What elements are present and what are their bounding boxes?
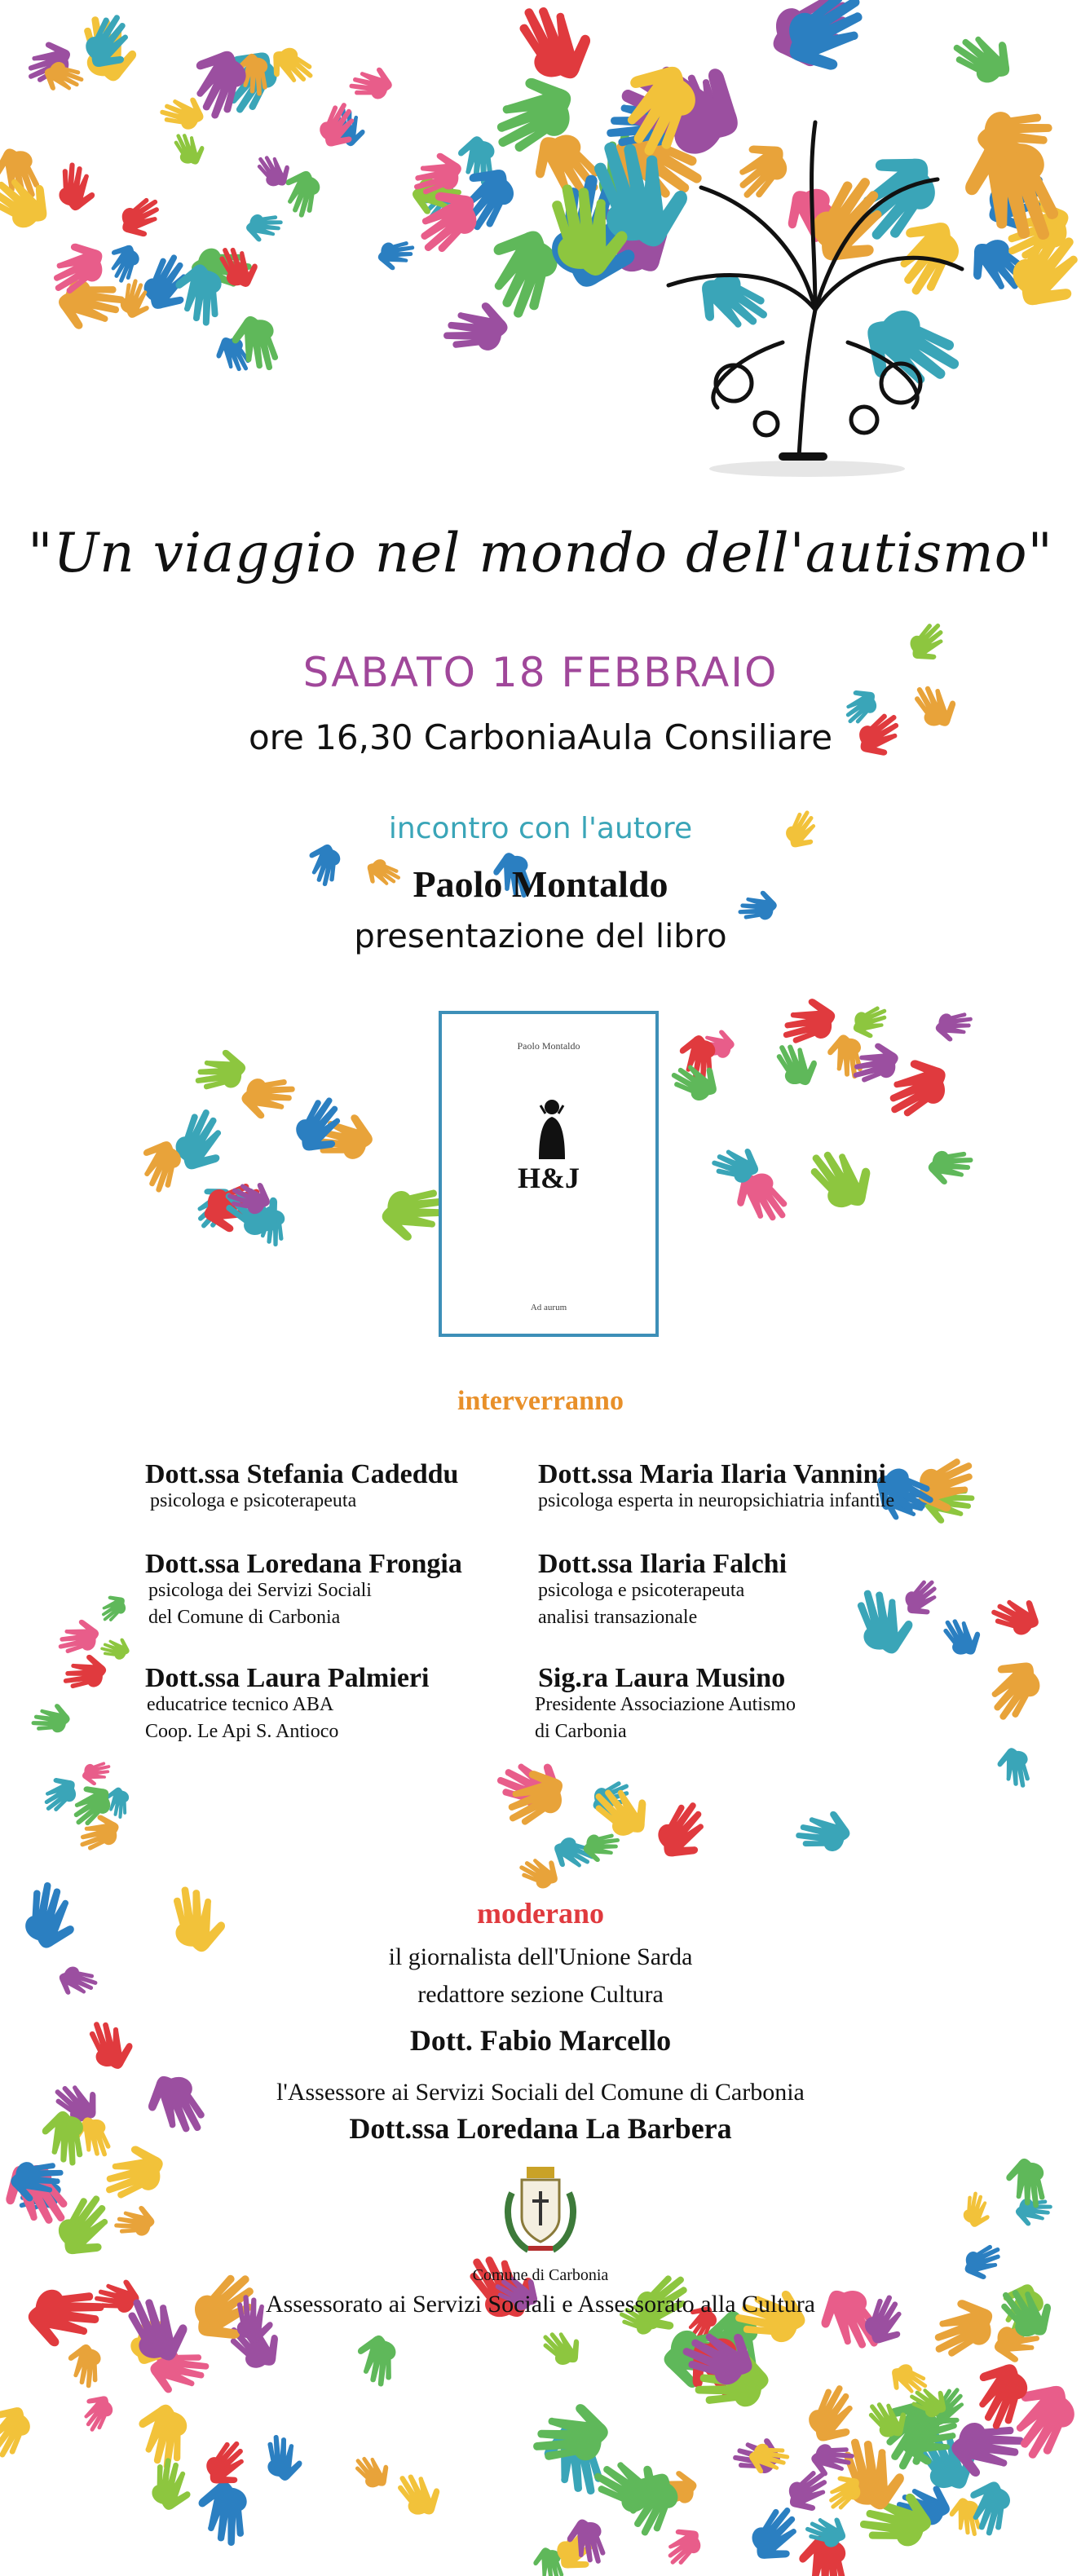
hand-icon xyxy=(722,132,796,207)
moderator-line: redattore sezione Cultura xyxy=(417,1981,664,2008)
speaker-name: Sig.ra Laura Musino xyxy=(538,1663,786,1693)
hand-icon xyxy=(581,1831,622,1864)
hand-icon xyxy=(135,2402,189,2471)
speaker-role: del Comune di Carbonia xyxy=(148,1607,341,1628)
speaker-card xyxy=(535,1663,796,1743)
hand-icon xyxy=(99,1634,131,1662)
speaker-card xyxy=(145,1459,458,1512)
hand-icon xyxy=(103,240,143,285)
book-cover-title: H&J xyxy=(518,1162,580,1194)
speaker-name: Dott.ssa Maria Ilaria Vannini xyxy=(538,1459,886,1489)
hand-icon xyxy=(850,298,970,408)
hand-icon xyxy=(175,264,222,326)
hand-icon xyxy=(975,1650,1048,1727)
hand-icon xyxy=(240,1076,297,1120)
speaker-role: educatrice tecnico ABA xyxy=(147,1694,334,1715)
speaker-role: psicologa esperta in neuropsichiatria infantile xyxy=(538,1490,895,1511)
speaker-role: di Carbonia xyxy=(535,1721,627,1742)
hand-icon xyxy=(537,2321,588,2371)
hand-icon xyxy=(350,2447,396,2494)
event-title: "Un viaggio nel mondo dell'autismo" xyxy=(28,522,1053,584)
speaker-name: Dott.ssa Ilaria Falchi xyxy=(538,1549,788,1579)
speaker-card xyxy=(538,1549,787,1629)
speaker-role: psicologa dei Servizi Sociali xyxy=(148,1580,372,1601)
hand-icon xyxy=(938,1609,987,1662)
speaker-role: analisi transazionale xyxy=(538,1607,698,1628)
speaker-role: Coop. Le Api S. Antioco xyxy=(145,1721,339,1742)
hand-icon xyxy=(59,162,97,212)
hand-icon xyxy=(60,1652,108,1692)
moderator-line: il giornalista dell'Unione Sarda xyxy=(388,1943,693,1970)
hand-icon xyxy=(810,2443,854,2477)
hand-icon xyxy=(849,1002,894,1043)
hand-icon xyxy=(898,1574,947,1623)
hand-icon xyxy=(199,2481,247,2546)
hand-icon xyxy=(192,1048,249,1094)
hand-icon xyxy=(80,1759,113,1788)
hand-icon xyxy=(73,1811,123,1855)
hand-icon xyxy=(995,1745,1033,1792)
hand-icon xyxy=(801,1134,884,1219)
meeting-subtitle: incontro con l'autore xyxy=(388,812,693,845)
book-cover-figure-icon xyxy=(527,1096,576,1161)
hand-icon xyxy=(795,1808,852,1853)
hand-icon xyxy=(114,192,170,245)
speaker-name: Dott.ssa Stefania Cadeddu xyxy=(145,1459,459,1489)
hand-icon xyxy=(587,1774,659,1846)
hand-icon xyxy=(933,1010,975,1043)
speaker-role: psicologa e psicoterapeuta xyxy=(150,1490,357,1511)
speaker-role: Presidente Associazione Autismo xyxy=(535,1694,796,1715)
moderators-heading: moderano xyxy=(477,1897,604,1930)
speaker-card xyxy=(538,1459,894,1512)
event-time-location: ore 16,30 CarboniaAula Consiliare xyxy=(248,717,833,757)
hand-icon xyxy=(530,2402,611,2464)
hand-icon xyxy=(928,1149,974,1185)
hand-icon xyxy=(650,1795,719,1868)
speaker-role: psicologa e psicoterapeuta xyxy=(538,1580,745,1601)
book-cover-publisher: Ad aurum xyxy=(530,1303,567,1312)
coat-of-arms-icon xyxy=(496,2160,585,2258)
event-date: SABATO 18 FEBBRAIO xyxy=(302,649,779,696)
hand-icon xyxy=(376,239,417,272)
hand-icon xyxy=(355,2334,397,2388)
municipality-label: Comune di Carbonia xyxy=(472,2266,609,2284)
hand-icon xyxy=(391,2463,448,2523)
hand-icon xyxy=(54,1617,102,1657)
organizers-label: Assessorato ai Servizi Sociali e Assessorato alla Cultura xyxy=(265,2291,816,2318)
hand-icon xyxy=(150,2457,194,2512)
moderator-line: l'Assessore ai Servizi Sociali del Comune di Carbonia xyxy=(276,2079,805,2106)
hand-icon xyxy=(114,2205,155,2236)
hand-icon xyxy=(443,302,508,351)
hand-icon xyxy=(34,1771,82,1817)
hand-icon xyxy=(245,214,283,242)
hand-icon xyxy=(314,98,365,154)
hand-icon xyxy=(987,1589,1045,1639)
hand-icon xyxy=(946,20,1021,90)
hand-icon xyxy=(170,126,209,170)
book-cover-author: Paolo Montaldo xyxy=(517,1040,580,1052)
hand-icon xyxy=(0,2398,37,2463)
hand-icon xyxy=(265,2433,304,2481)
hand-icon xyxy=(657,2521,708,2570)
hand-icon xyxy=(75,2389,118,2436)
moderator-name: Dott.ssa Loredana La Barbera xyxy=(349,2112,732,2145)
hand-icon xyxy=(169,1104,236,1179)
speakers-heading: interverranno xyxy=(457,1386,624,1416)
hand-icon xyxy=(946,2495,984,2540)
speaker-name: Dott.ssa Laura Palmieri xyxy=(145,1663,430,1693)
hand-icon xyxy=(31,1704,69,1733)
moderator-name: Dott. Fabio Marcello xyxy=(409,2024,672,2057)
hand-icon xyxy=(776,994,841,1048)
hand-icon xyxy=(771,1034,824,1092)
hand-icon xyxy=(510,0,602,91)
hand-icon xyxy=(962,2190,994,2230)
speaker-name: Dott.ssa Loredana Frongia xyxy=(145,1549,462,1579)
hand-icon xyxy=(95,2138,170,2205)
hand-icon xyxy=(348,64,394,100)
speaker-card xyxy=(145,1663,429,1743)
hand-icon xyxy=(67,2344,102,2389)
speaker-card xyxy=(145,1549,462,1629)
hand-icon xyxy=(802,2509,850,2551)
author-name: Paolo Montaldo xyxy=(413,863,668,905)
hand-icon xyxy=(56,279,126,333)
book-cover xyxy=(439,1011,659,1337)
book-presentation-label: presentazione del libro xyxy=(354,918,727,955)
hand-icon xyxy=(252,147,296,192)
hand-icon xyxy=(94,1590,130,1625)
